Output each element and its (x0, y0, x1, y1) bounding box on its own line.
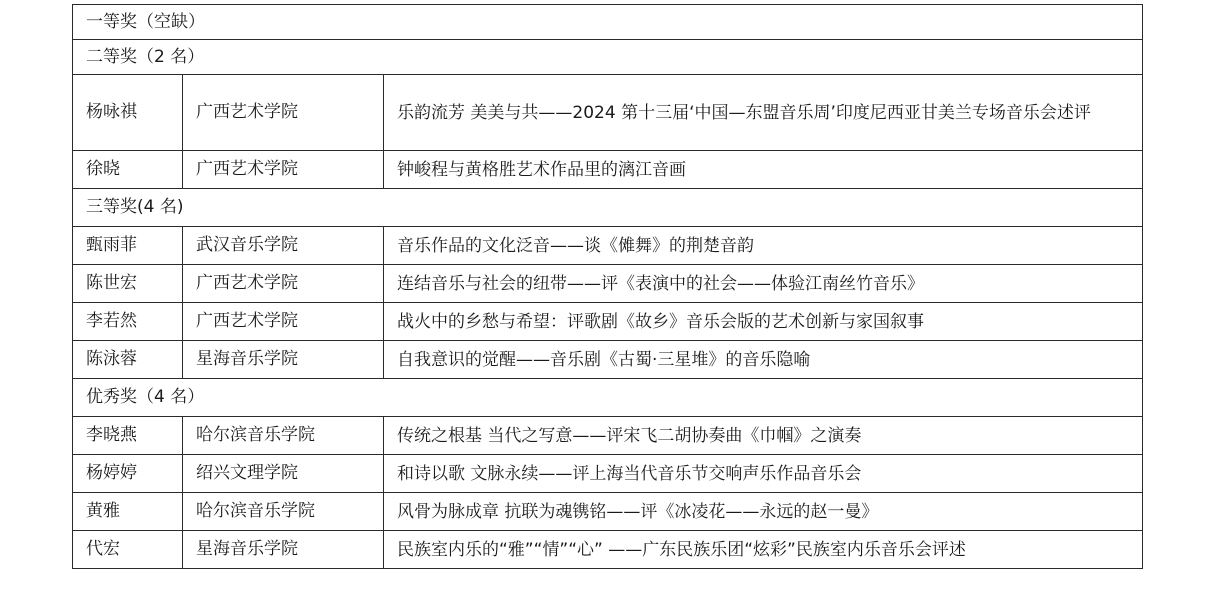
winner-school: 广西艺术学院 (183, 75, 384, 151)
winner-school: 武汉音乐学院 (183, 227, 384, 265)
winner-school: 星海音乐学院 (183, 341, 384, 379)
section-heading: 三等奖(4 名) (73, 189, 1143, 227)
work-title: 乐韵流芳 美美与共——2024 第十三届‘中国—东盟音乐周’印度尼西亚甘美兰专场音乐会述评 (384, 75, 1143, 151)
winner-school: 广西艺术学院 (183, 303, 384, 341)
winner-school: 星海音乐学院 (183, 531, 384, 569)
work-title: 民族室内乐的“雅”“情”“心” ——广东民族乐团“炫彩”民族室内乐音乐会评述 (384, 531, 1143, 569)
table-row (73, 417, 1143, 455)
work-title: 自我意识的觉醒——音乐剧《古蜀·三星堆》的音乐隐喻 (384, 341, 1143, 379)
table-row (73, 493, 1143, 531)
table-row (73, 455, 1143, 493)
work-title: 钟峻程与黄格胜艺术作品里的漓江音画 (384, 151, 1143, 189)
winner-name: 杨婷婷 (73, 455, 183, 493)
winner-name: 徐晓 (73, 151, 183, 189)
section-heading: 二等奖（2 名） (73, 40, 1143, 75)
section-heading-row (73, 189, 1143, 227)
table-row (73, 303, 1143, 341)
table-row (73, 265, 1143, 303)
winner-school: 广西艺术学院 (183, 151, 384, 189)
table-row (73, 227, 1143, 265)
table-row (73, 151, 1143, 189)
section-heading: 优秀奖（4 名） (73, 379, 1143, 417)
winner-name: 陈泳蓉 (73, 341, 183, 379)
awards-table (72, 4, 1143, 569)
winner-school: 广西艺术学院 (183, 265, 384, 303)
winner-name: 杨咏祺 (73, 75, 183, 151)
winner-name: 黄雅 (73, 493, 183, 531)
section-heading-row (73, 379, 1143, 417)
winner-school: 哈尔滨音乐学院 (183, 417, 384, 455)
work-title: 和诗以歌 文脉永续——评上海当代音乐节交响声乐作品音乐会 (384, 455, 1143, 493)
winner-name: 代宏 (73, 531, 183, 569)
section-heading-row (73, 5, 1143, 40)
table-row (73, 341, 1143, 379)
table-row (73, 75, 1143, 151)
section-heading-row (73, 40, 1143, 75)
winner-name: 李晓燕 (73, 417, 183, 455)
table-row (73, 531, 1143, 569)
section-heading: 一等奖（空缺） (73, 5, 1143, 40)
work-title: 音乐作品的文化泛音——谈《傩舞》的荆楚音韵 (384, 227, 1143, 265)
winner-name: 甄雨菲 (73, 227, 183, 265)
winner-name: 陈世宏 (73, 265, 183, 303)
work-title: 连结音乐与社会的纽带——评《表演中的社会——体验江南丝竹音乐》 (384, 265, 1143, 303)
work-title: 战火中的乡愁与希望：评歌剧《故乡》音乐会版的艺术创新与家国叙事 (384, 303, 1143, 341)
work-title: 风骨为脉成章 抗联为魂镌铭——评《冰凌花——永远的赵一曼》 (384, 493, 1143, 531)
winner-school: 绍兴文理学院 (183, 455, 384, 493)
work-title: 传统之根基 当代之写意——评宋飞二胡协奏曲《巾帼》之演奏 (384, 417, 1143, 455)
winner-name: 李若然 (73, 303, 183, 341)
winner-school: 哈尔滨音乐学院 (183, 493, 384, 531)
